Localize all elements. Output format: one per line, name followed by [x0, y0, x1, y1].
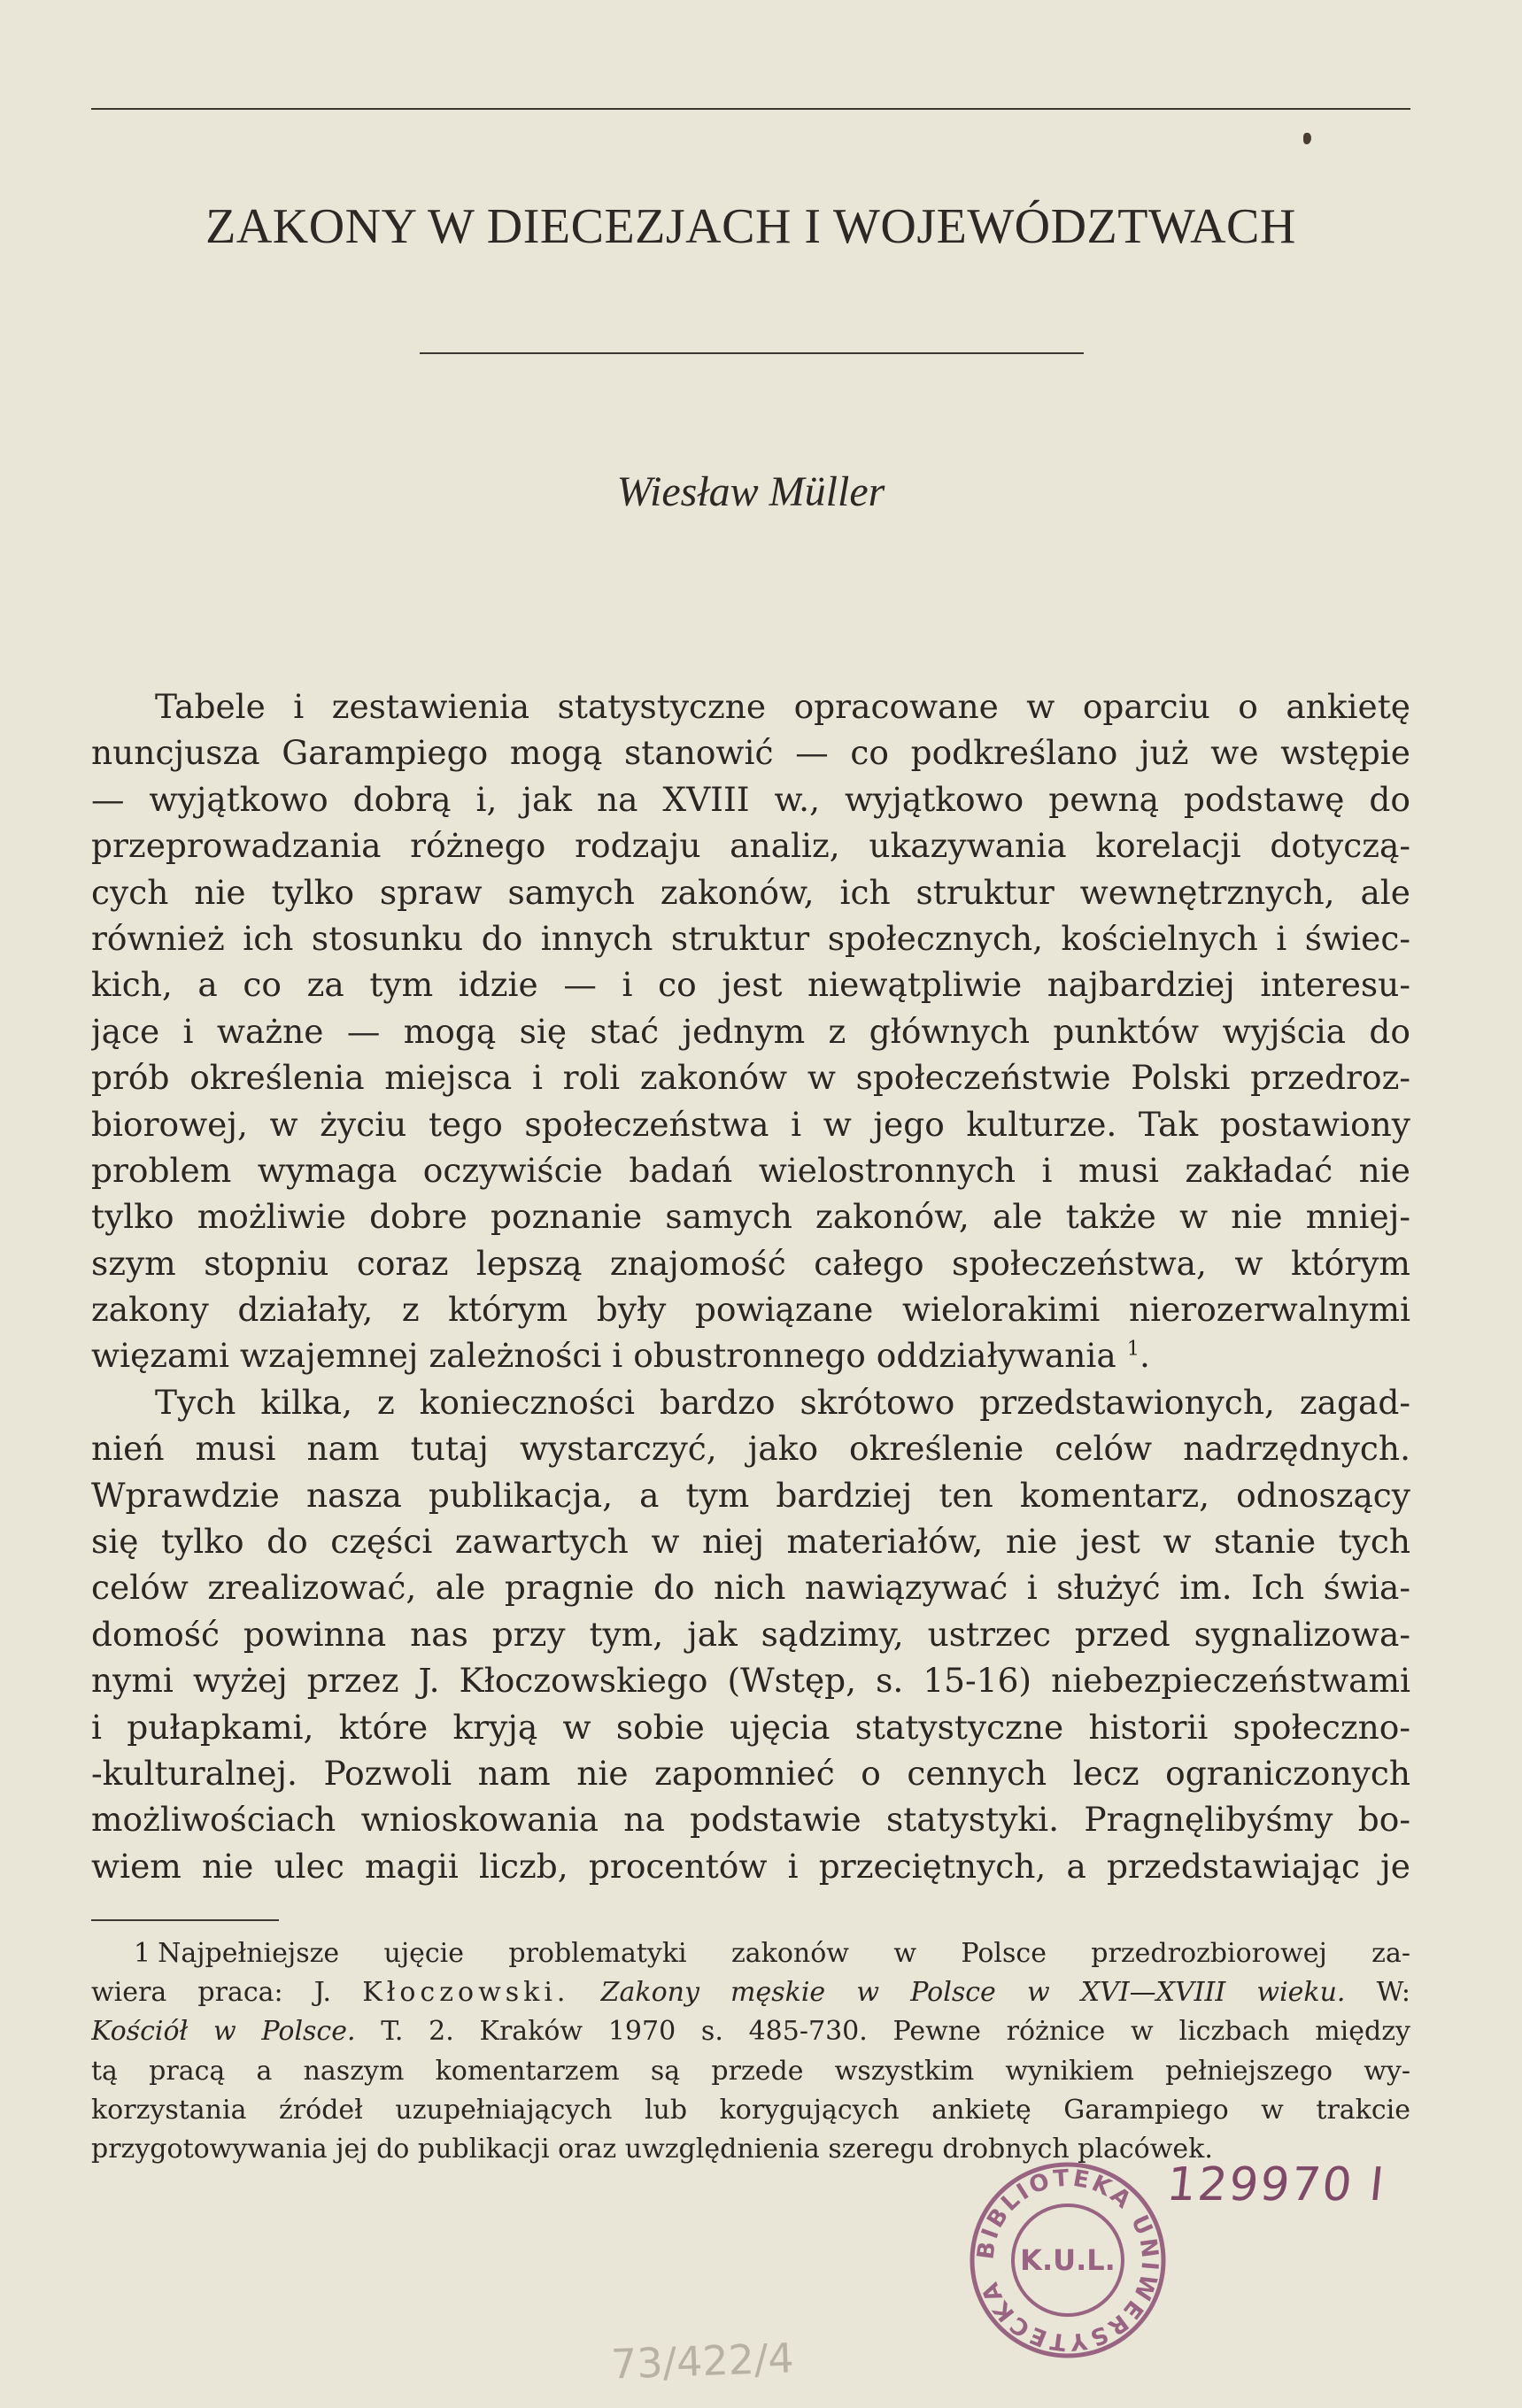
top-rule: [91, 108, 1410, 110]
body-line: wiem nie ulec magii liczb, procentów i przeciętnych, a przedstawiając je: [91, 1846, 1410, 1886]
footnote-line: [91, 2012, 1410, 2051]
footnote-series-title: Kościół w Polsce.: [91, 2016, 356, 2048]
title-divider: [420, 352, 1084, 354]
handwritten-catalog-number: 129970 I: [1163, 2158, 1388, 2211]
library-stamp: [968, 2160, 1168, 2360]
body-line: możliwościach wnioskowania na podstawie statystyki. Pragnęlibyśmy bo-: [91, 1800, 1410, 1840]
footnote-line: korzystania źródeł uzupełniających lub korygujących ankietę Garampiego w trakcie: [91, 2094, 1410, 2126]
body-line: problem wymaga oczywiście badań wielostronnych i musi zakładać nie: [91, 1150, 1410, 1190]
body-line: domość powinna nas przy tym, jak sądzimy, ustrzec przed sygnalizowa-: [91, 1614, 1410, 1654]
pencil-note: 73/422/4: [610, 2334, 795, 2389]
body-line: celów zrealizować, ale pragnie do nich nawiązywać i służyć im. Ich świa-: [91, 1568, 1410, 1608]
body-line: szym stopniu coraz lepszą znajomość całego społeczeństwa, w którym: [91, 1243, 1410, 1283]
body-line: cych nie tylko spraw samych zakonów, ich struktur wewnętrznych, ale: [91, 872, 1410, 912]
body-line: się tylko do części zawartych w niej materiałów, nie jest w stanie tych: [91, 1522, 1410, 1562]
body-line: -kulturalnej. Pozwoli nam nie zapomnieć o cennych lecz ograniczonych: [91, 1753, 1410, 1793]
body-line: kich, a co za tym idzie — i co jest niewątpliwie najbardziej interesu-: [91, 965, 1410, 1005]
footnote-text: T. 2. Kraków 1970 s. 485-730. Pewne różnice w liczbach między: [381, 2016, 1410, 2048]
body-line-paragraph-end: [91, 1332, 1410, 1378]
body-line: tylko możliwie dobre poznanie samych zakonów, ale także w nie mniej-: [91, 1197, 1410, 1237]
body-line-period: .: [1140, 1336, 1150, 1376]
body-line: nień musi nam tutaj wystarczyć, jako określenie celów nadrzędnych.: [91, 1429, 1410, 1469]
body-line: przeprowadzania różnego rodzaju analiz, ukazywania korelacji dotyczą-: [91, 826, 1410, 866]
footnote-separator: [91, 1919, 279, 1921]
article-body: [91, 683, 1410, 1889]
footnote-author: Kłoczowski.: [362, 1977, 570, 2009]
body-line-text: więzami wzajemnej zależności i obustronnego oddziaływania: [91, 1336, 1116, 1376]
stamp-center-text: K.U.L.: [1020, 2243, 1116, 2277]
ink-speck: [1303, 133, 1311, 144]
body-line: Tych kilka, z konieczności bardzo skrótowo przedstawionych, zagad-: [155, 1382, 1410, 1422]
footnote: [91, 1934, 1410, 2169]
body-line: — wyjątkowo dobrą i, jak na XVIII w., wyjątkowo pewną podstawę do: [91, 779, 1410, 819]
footnote-book-title: Zakony męskie w Polsce w XVI—XVIII wieku.: [600, 1977, 1346, 2009]
body-line: zakony działały, z którym były powiązane wielorakimi nierozerwalnymi: [91, 1290, 1410, 1330]
footnote-number: 1: [134, 1938, 151, 1969]
body-line: Wprawdzie nasza publikacja, a tym bardziej ten komentarz, odnoszący: [91, 1475, 1410, 1515]
footnote-text: wiera praca: J.: [91, 1977, 332, 2009]
body-line: nymi wyżej przez J. Kłoczowskiego (Wstęp, s. 15-16) niebezpieczeństwami: [91, 1661, 1410, 1701]
body-line: i pułapkami, które kryją w sobie ujęcia statystyczne historii społeczno-: [91, 1707, 1410, 1747]
footnote-text: W:: [1376, 1977, 1410, 2009]
stamp-outer-text: BIBLIOTEKA UNIWERSYTECKA: [972, 2165, 1163, 2356]
footnote-line: przygotowywania jej do publikacji oraz uwzględnienia szeregu drobnych placówek.: [91, 2133, 1213, 2165]
footnote-line: [91, 1973, 1410, 2012]
footnote-reference[interactable]: 1: [1126, 1337, 1140, 1361]
body-line: jące i ważne — mogą się stać jednym z głównych punktów wyjścia do: [91, 1011, 1410, 1051]
body-line: nuncjusza Garampiego mogą stanowić — co podkreślano już we wstępie: [91, 733, 1410, 773]
footnote-line: [91, 1934, 1410, 1973]
article-title: ZAKONY W DIECEZJACH I WOJEWÓDZTWACH: [205, 199, 1296, 254]
body-line: biorowej, w życiu tego społeczeństwa i w jego kulturze. Tak postawiony: [91, 1104, 1410, 1144]
footnote-text: Najpełniejsze ujęcie problematyki zakonów w Polsce przedrozbiorowej za-: [158, 1938, 1410, 1969]
body-line: prób określenia miejsca i roli zakonów w społeczeństwie Polski przedroz-: [91, 1058, 1410, 1098]
body-line: również ich stosunku do innych struktur społecznych, kościelnych i świec-: [91, 918, 1410, 958]
article-author: Wiesław Müller: [616, 468, 885, 515]
footnote-line: tą pracą a naszym komentarzem są przede wszystkim wynikiem pełniejszego wy-: [91, 2055, 1410, 2087]
body-line: Tabele i zestawienia statystyczne opracowane w oparciu o ankietę: [155, 687, 1410, 726]
